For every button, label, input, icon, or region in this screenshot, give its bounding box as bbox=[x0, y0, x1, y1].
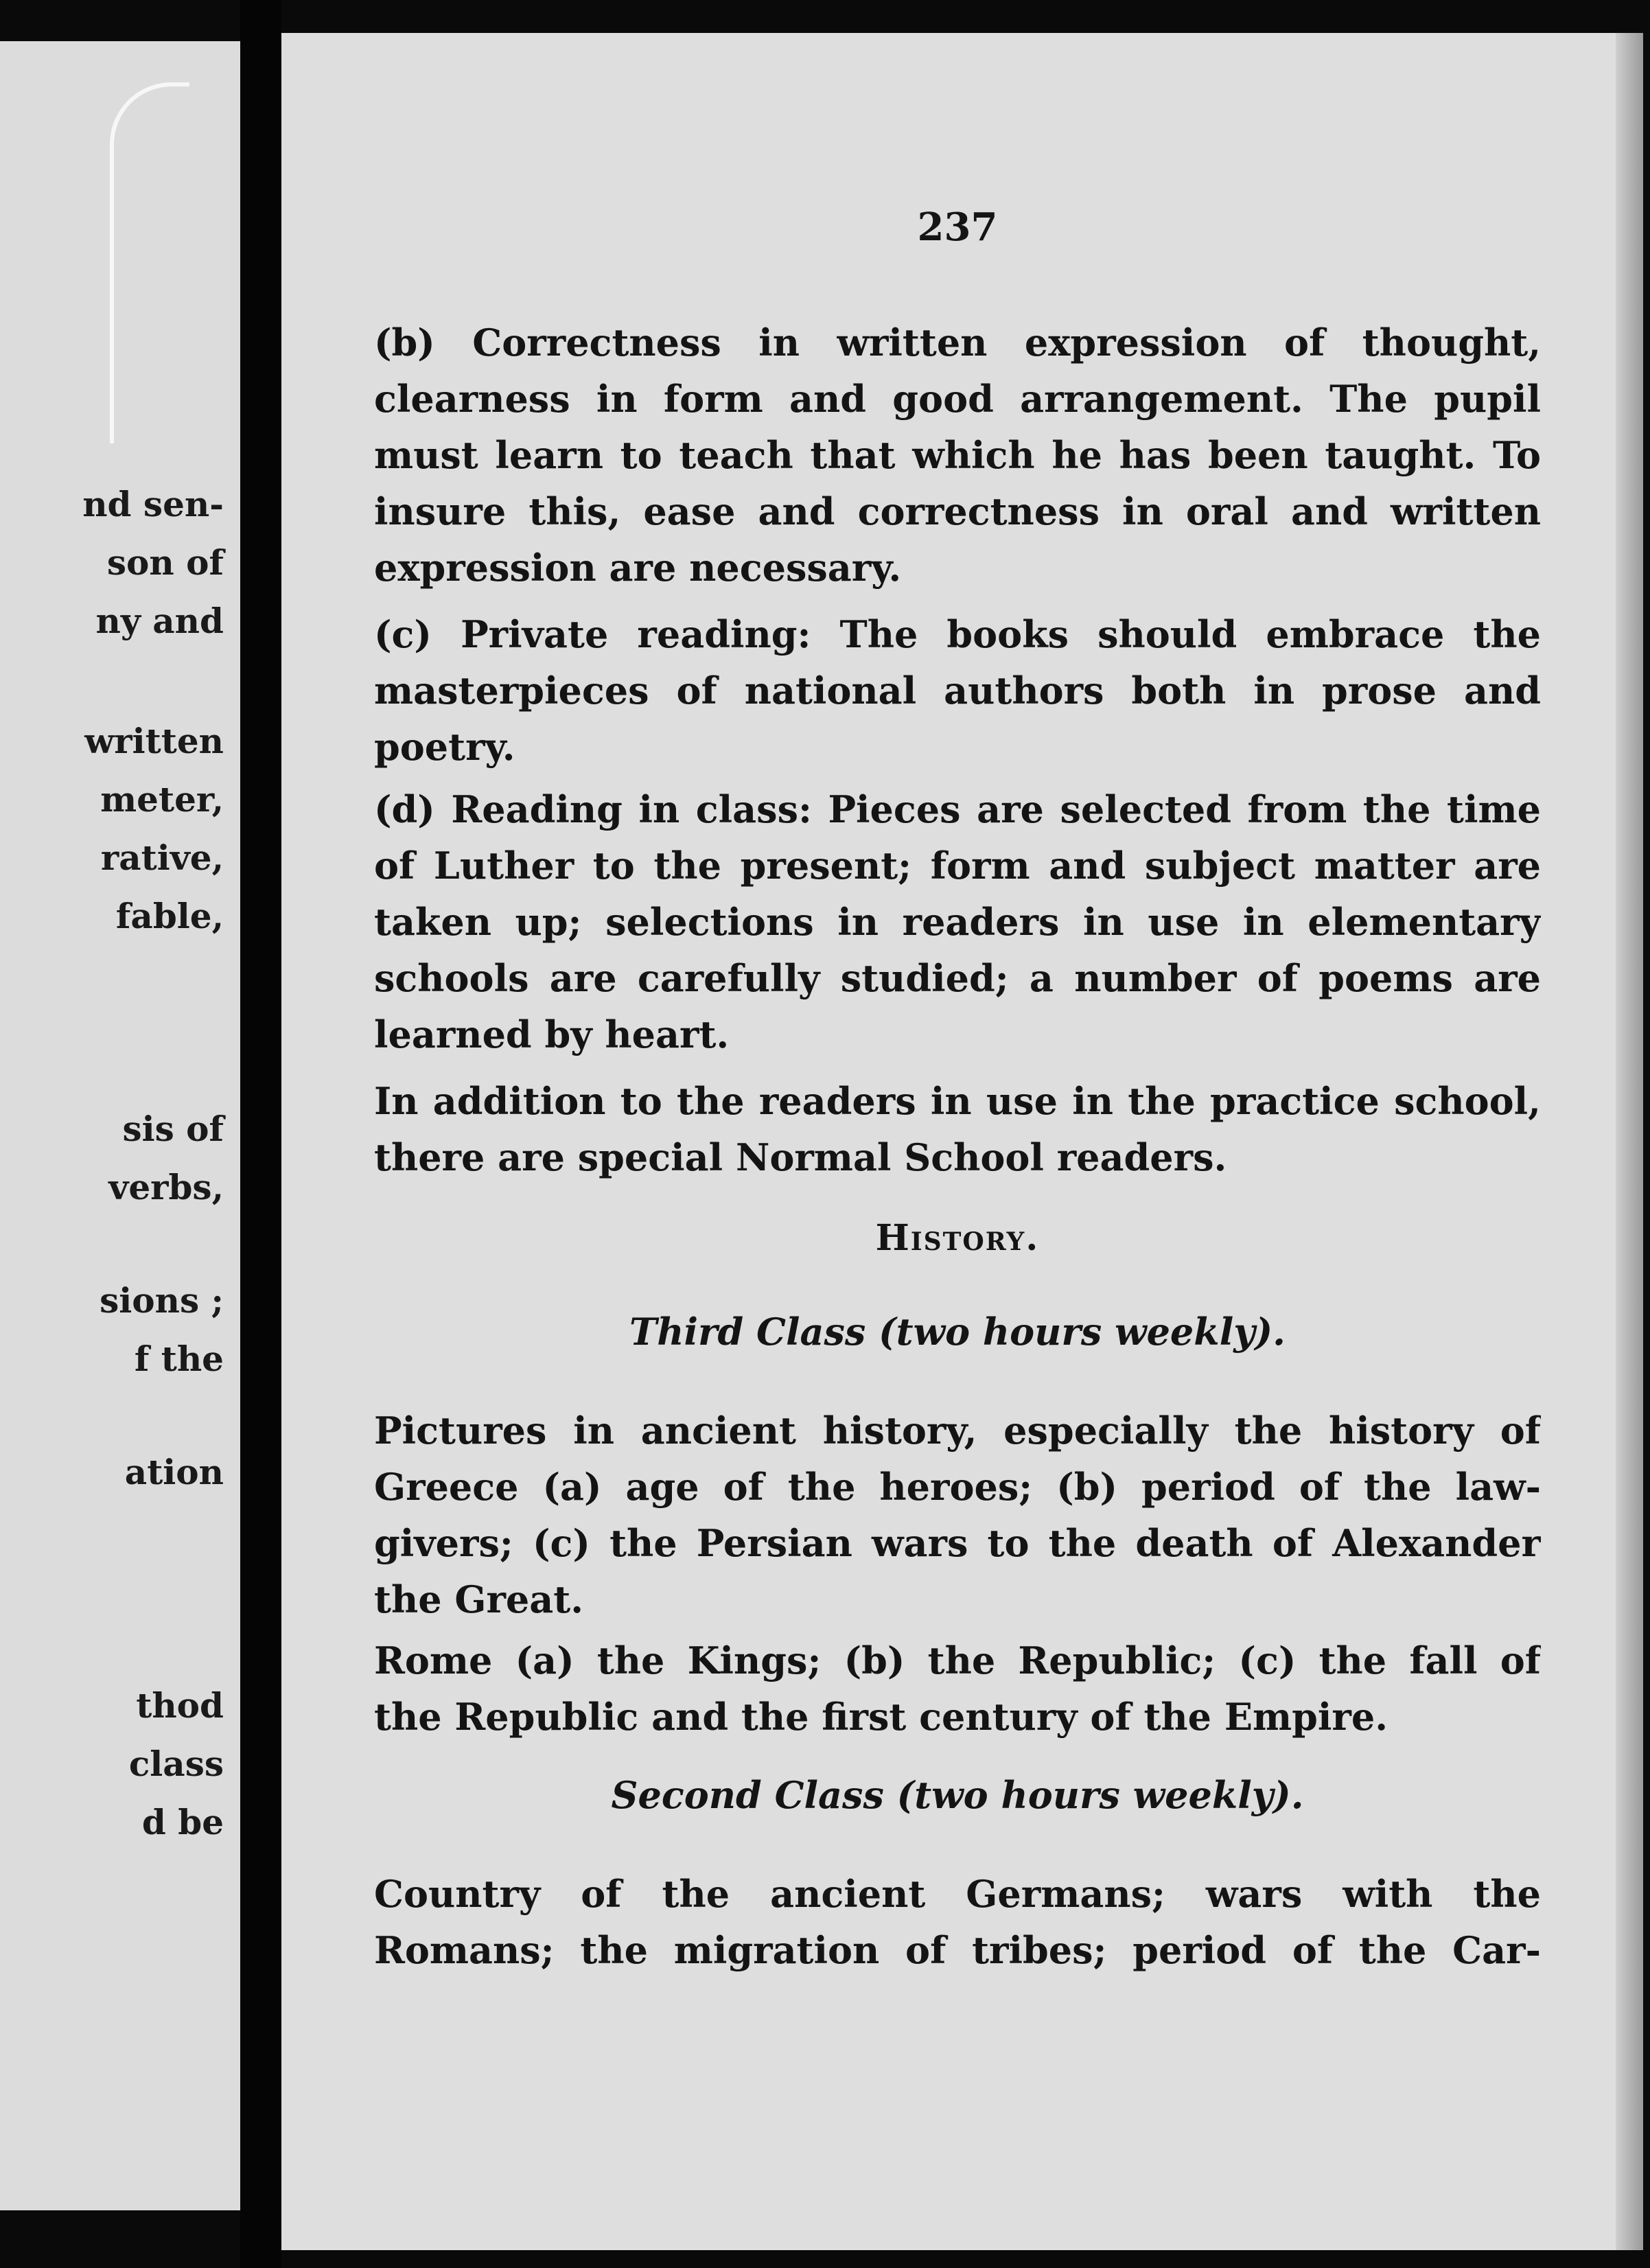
facing-page-line: ation bbox=[124, 1452, 224, 1492]
text-line: In addition to the readers in use in the practice school, bbox=[374, 1079, 1541, 1123]
text-line: Greece (a) age of the heroes; (b) period of the law- bbox=[374, 1465, 1541, 1509]
text-line: (c) Private reading: The books should embrace the bbox=[374, 612, 1541, 656]
paragraph-ancient-history bbox=[374, 1402, 1541, 1628]
subheading-second-class: Second Class (two hours weekly). bbox=[611, 1773, 1304, 1817]
text-line: the Republic and the first century of the Empire. bbox=[374, 1695, 1388, 1739]
facing-page-line: f the bbox=[134, 1339, 224, 1379]
facing-page-line: rative, bbox=[100, 837, 224, 878]
paragraph-normal-school-readers bbox=[374, 1073, 1541, 1185]
text-line: insure this, ease and correctness in oral and written bbox=[374, 489, 1541, 533]
text-line: poetry. bbox=[374, 725, 515, 769]
paragraph-private-reading bbox=[374, 606, 1541, 775]
paragraph-ancient-germans bbox=[374, 1866, 1541, 1978]
text-line: Country of the ancient Germans; wars with the bbox=[374, 1872, 1541, 1916]
facing-page-line: d be bbox=[141, 1802, 224, 1842]
text-line: Rome (a) the Kings; (b) the Republic; (c) the fall of bbox=[374, 1639, 1541, 1682]
text-line: masterpieces of national authors both in prose and bbox=[374, 669, 1541, 713]
facing-page-line: sis of bbox=[122, 1109, 224, 1149]
paragraph-written-expression bbox=[374, 314, 1541, 596]
text-line: expression are necessary. bbox=[374, 546, 902, 590]
text-line: there are special Normal School readers. bbox=[374, 1135, 1227, 1179]
text-line: Pictures in ancient history, especially the history of bbox=[374, 1409, 1541, 1453]
facing-page-line: written bbox=[84, 721, 224, 761]
paragraph-reading-in-class bbox=[374, 781, 1541, 1063]
page-edge bbox=[1616, 33, 1643, 2250]
book-gutter bbox=[240, 0, 281, 2268]
text-line: givers; (c) the Persian wars to the death of Alexander bbox=[374, 1521, 1541, 1565]
facing-page-fragment bbox=[0, 41, 240, 2210]
text-line: learned by heart. bbox=[374, 1012, 730, 1056]
text-line: clearness in form and good arrangement. The pupil bbox=[374, 377, 1541, 421]
facing-page-line: verbs, bbox=[108, 1167, 224, 1207]
text-line: of Luther to the present; form and subject matter are bbox=[374, 844, 1541, 888]
paragraph-rome bbox=[374, 1632, 1541, 1745]
facing-page-line: sions ; bbox=[100, 1280, 224, 1321]
page-number: 237 bbox=[917, 205, 998, 250]
text-line: taken up; selections in readers in use in elementary bbox=[374, 900, 1541, 944]
text-line: the Great. bbox=[374, 1577, 584, 1621]
facing-page-line: meter, bbox=[100, 779, 224, 820]
facing-page-line: nd sen- bbox=[82, 484, 224, 524]
text-line: Romans; the migration of tribes; period of the Car- bbox=[374, 1928, 1541, 1972]
text-line: (d) Reading in class: Pieces are selected from the time bbox=[374, 787, 1541, 831]
page-mark bbox=[110, 82, 189, 443]
text-line: (b) Correctness in written expression of thought, bbox=[374, 321, 1541, 364]
subheading-third-class: Third Class (two hours weekly). bbox=[629, 1310, 1286, 1354]
section-heading-history: History. bbox=[875, 1217, 1040, 1259]
text-line: must learn to teach that which he has been taught. To bbox=[374, 433, 1541, 477]
facing-page-line: thod bbox=[136, 1685, 224, 1726]
facing-page-line: fable, bbox=[115, 896, 224, 936]
facing-page-line: son of bbox=[106, 542, 224, 583]
text-line: schools are carefully studied; a number of poems are bbox=[374, 956, 1541, 1000]
facing-page-line: class bbox=[128, 1744, 224, 1784]
facing-page-line: ny and bbox=[95, 601, 224, 641]
page-237 bbox=[281, 33, 1643, 2250]
